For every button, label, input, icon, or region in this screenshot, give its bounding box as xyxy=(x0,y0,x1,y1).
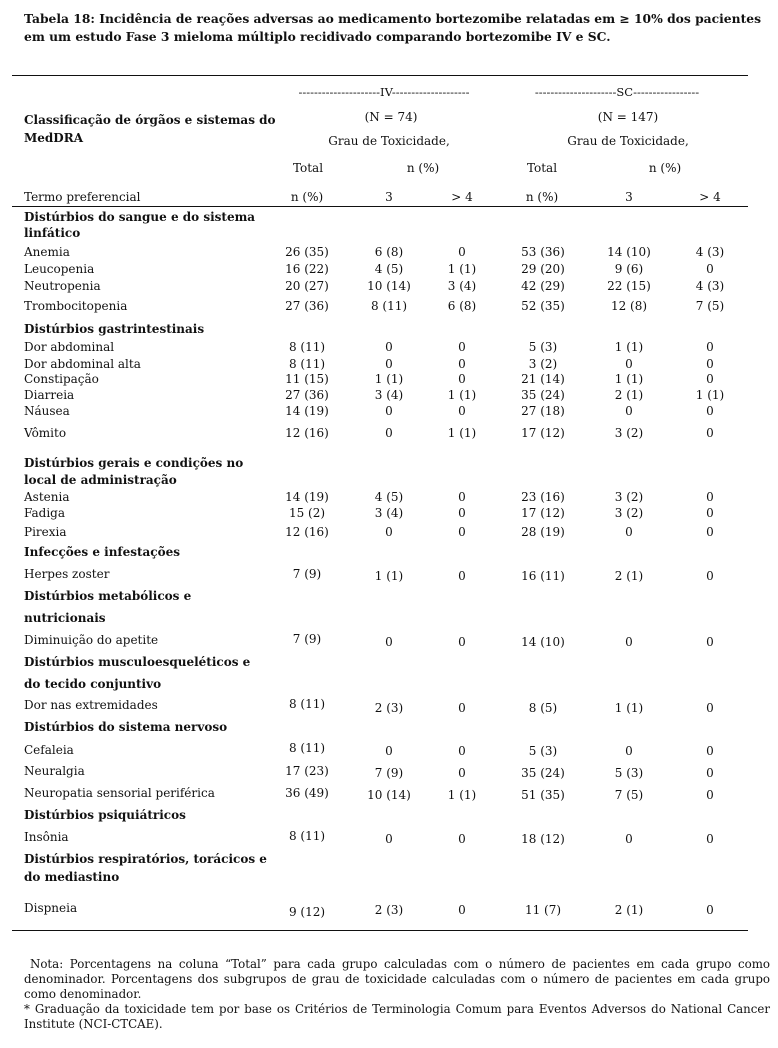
iv-total-cell: 27 (36) xyxy=(285,299,329,313)
sc-grade3-cell: 7 (5) xyxy=(614,788,644,802)
iv-grade4-cell: 1 (1) xyxy=(447,426,477,440)
sc-grade3-cell: 9 (6) xyxy=(614,262,644,276)
term-cell: Neutropenia xyxy=(24,279,101,293)
iv-grade3-cell: 8 (11) xyxy=(370,299,408,313)
sc-grade3-cell: 0 xyxy=(625,525,633,539)
sc-n: (N = 147) xyxy=(597,110,659,124)
sc-npct-header: n (%) xyxy=(648,161,682,175)
sc-grade4-cell: 0 xyxy=(706,262,714,276)
iv-grade3-cell: 2 (3) xyxy=(374,701,404,715)
iv-grade3-cell: 7 (9) xyxy=(374,766,404,780)
sc-group-header: ---------------------SC----------------- xyxy=(534,85,700,99)
sc-grade3-cell: 1 (1) xyxy=(614,701,644,715)
sc-grade3-cell: 1 (1) xyxy=(614,372,644,386)
iv-grade3-cell: 3 (4) xyxy=(374,388,404,402)
iv-total-cell: 11 (15) xyxy=(285,372,329,386)
sc-total-header: Total xyxy=(526,161,558,175)
sc-grade4-cell: 0 xyxy=(706,340,714,354)
category-heading: do tecido conjuntivo xyxy=(24,677,162,691)
term-cell: Anemia xyxy=(24,245,70,259)
term-cell: Diarreia xyxy=(24,388,75,402)
term-cell: Leucopenia xyxy=(24,262,95,276)
term-cell: Náusea xyxy=(24,404,70,418)
iv-grade3-cell: 1 (1) xyxy=(374,569,404,583)
iv-grade4-cell: 1 (1) xyxy=(447,388,477,402)
sc-grade4-cell: 0 xyxy=(706,701,714,715)
iv-total-cell: 20 (27) xyxy=(285,279,329,293)
term-cell: Cefaleia xyxy=(24,743,74,757)
sc-grade4-cell: 0 xyxy=(706,357,714,371)
sc-grade4-cell: 4 (3) xyxy=(695,279,725,293)
sc-grade3-cell: 2 (1) xyxy=(614,569,644,583)
iv-grade3-cell: 1 (1) xyxy=(374,372,404,386)
iv-grade3-cell: 10 (14) xyxy=(367,279,411,293)
iv-grade3-header: 3 xyxy=(385,190,393,204)
iv-total-cell: 7 (9) xyxy=(292,567,322,581)
iv-grade4-cell: 0 xyxy=(458,506,466,520)
iv-total-cell: 12 (16) xyxy=(285,525,329,539)
iv-total-header: Total xyxy=(292,161,324,175)
term-cell: Dispneia xyxy=(24,901,78,915)
iv-grade3-cell: 0 xyxy=(385,525,393,539)
iv-total-cell: 7 (9) xyxy=(292,632,322,646)
iv-grade4-header: > 4 xyxy=(451,190,473,204)
sc-grade3-cell: 5 (3) xyxy=(614,766,644,780)
iv-total-cell: 8 (11) xyxy=(288,741,326,755)
iv-grade4-cell: 1 (1) xyxy=(447,262,477,276)
category-heading: Distúrbios do sistema nervoso xyxy=(24,720,228,734)
sc-total-cell: 42 (29) xyxy=(521,279,565,293)
sc-grade4-cell: 1 (1) xyxy=(695,388,725,402)
sc-total-cell: 17 (12) xyxy=(521,426,565,440)
sc-grade3-cell: 0 xyxy=(625,635,633,649)
term-cell: Dor abdominal xyxy=(24,340,115,354)
term-cell: Pirexia xyxy=(24,525,67,539)
sc-grade4-cell: 4 (3) xyxy=(695,245,725,259)
term-cell: Constipação xyxy=(24,372,99,386)
sc-grade4-cell: 0 xyxy=(706,490,714,504)
sc-grade3-cell: 14 (10) xyxy=(607,245,651,259)
sc-grade4-cell: 0 xyxy=(706,525,714,539)
sc-grade3-header: 3 xyxy=(625,190,633,204)
sc-total-cell: 53 (36) xyxy=(521,245,565,259)
sc-grade3-cell: 0 xyxy=(625,404,633,418)
sc-total-cell: 51 (35) xyxy=(521,788,565,802)
sc-total-cell: 11 (7) xyxy=(524,903,562,917)
sc-total-cell: 52 (35) xyxy=(521,299,565,313)
sc-grade3-cell: 2 (1) xyxy=(614,903,644,917)
iv-grade4-cell: 0 xyxy=(458,766,466,780)
sc-grade4-cell: 0 xyxy=(706,569,714,583)
sc-grade4-cell: 0 xyxy=(706,426,714,440)
term-cell: Neuropatia sensorial periférica xyxy=(24,786,215,800)
iv-npct-header: n (%) xyxy=(406,161,440,175)
iv-grade3-cell: 10 (14) xyxy=(367,788,411,802)
sc-grade4-cell: 0 xyxy=(706,635,714,649)
sc-total-cell: 21 (14) xyxy=(521,372,565,386)
category-heading: Distúrbios gerais e condições no xyxy=(24,456,244,470)
iv-grade4-cell: 0 xyxy=(458,744,466,758)
iv-grade3-cell: 4 (5) xyxy=(374,262,404,276)
iv-total-cell: 14 (19) xyxy=(285,404,329,418)
sc-total-cell: 18 (12) xyxy=(521,832,565,846)
iv-n: (N = 74) xyxy=(364,110,418,124)
category-heading: do mediastino xyxy=(24,870,120,884)
classification-header: Classificação de órgãos e sistemas do xyxy=(24,113,276,127)
sc-total-cell: 28 (19) xyxy=(521,525,565,539)
sc-n-col-header: n (%) xyxy=(525,190,559,204)
iv-grade4-cell: 3 (4) xyxy=(447,279,477,293)
sc-grade3-cell: 1 (1) xyxy=(614,340,644,354)
bottom-rule xyxy=(12,930,748,931)
iv-grade4-cell: 0 xyxy=(458,404,466,418)
term-cell: Astenia xyxy=(24,490,70,504)
sc-grade3-cell: 3 (2) xyxy=(614,426,644,440)
iv-grade4-cell: 0 xyxy=(458,525,466,539)
iv-total-cell: 17 (23) xyxy=(285,764,329,778)
table-notes xyxy=(24,957,770,1032)
iv-total-cell: 8 (11) xyxy=(288,340,326,354)
table-caption: Tabela 18: Incidência de reações adversas ao medicamento bortezomibe relatadas em ≥ 10% dos pacientes em um estudo Fase 3 mieloma múltiplo recidivado comparando bortezomibe IV e SC. xyxy=(24,11,761,44)
iv-grade3-cell: 0 xyxy=(385,340,393,354)
note-text: Nota: Porcentagens na coluna “Total” para cada grupo calculadas com o número de pacientes em cada grupo como denominador. Porcentagens dos subgrupos de grau de toxicidade calculadas com o número de pacientes em cada grupo como denominador. xyxy=(24,957,770,1001)
iv-total-cell: 26 (35) xyxy=(285,245,329,259)
iv-total-cell: 8 (11) xyxy=(288,697,326,711)
category-heading: Distúrbios respiratórios, torácicos e xyxy=(24,852,267,866)
iv-grade3-cell: 0 xyxy=(385,635,393,649)
iv-grade3-cell: 6 (8) xyxy=(374,245,404,259)
iv-total-cell: 27 (36) xyxy=(285,388,329,402)
sc-total-cell: 35 (24) xyxy=(521,388,565,402)
sc-grade4-cell: 0 xyxy=(706,744,714,758)
iv-total-cell: 12 (16) xyxy=(285,426,329,440)
sc-grade4-cell: 0 xyxy=(706,832,714,846)
sc-grade3-cell: 0 xyxy=(625,744,633,758)
iv-total-cell: 14 (19) xyxy=(285,490,329,504)
category-heading: Distúrbios metabólicos e xyxy=(24,589,192,603)
iv-group-header: ---------------------IV-------------------- xyxy=(298,85,470,99)
sc-grade4-cell: 0 xyxy=(706,404,714,418)
iv-grade4-cell: 0 xyxy=(458,357,466,371)
category-heading: Infecções e infestações xyxy=(24,545,180,559)
sc-total-cell: 5 (3) xyxy=(528,340,558,354)
iv-grade4-cell: 0 xyxy=(458,903,466,917)
footnote-text: * Graduação da toxicidade tem por base os Critérios de Terminologia Comum para Eventos Adversos do National Cancer Institute (NCI-CTCAE). xyxy=(24,1002,770,1031)
iv-total-cell: 9 (12) xyxy=(288,905,326,919)
sc-grade4-cell: 0 xyxy=(706,506,714,520)
term-cell: Dor nas extremidades xyxy=(24,698,158,712)
term-cell: Herpes zoster xyxy=(24,567,110,581)
sc-total-cell: 23 (16) xyxy=(521,490,565,504)
category-heading: linfático xyxy=(24,226,81,240)
term-cell: Diminuição do apetite xyxy=(24,633,159,647)
iv-grade4-cell: 0 xyxy=(458,340,466,354)
category-heading: local de administração xyxy=(24,473,177,487)
iv-grade3-cell: 3 (4) xyxy=(374,506,404,520)
sc-total-cell: 8 (5) xyxy=(528,701,558,715)
sc-grade3-cell: 3 (2) xyxy=(614,490,644,504)
category-heading: Distúrbios gastrintestinais xyxy=(24,322,205,336)
sc-grade4-cell: 7 (5) xyxy=(695,299,725,313)
iv-grade4-cell: 0 xyxy=(458,635,466,649)
iv-grade3-cell: 0 xyxy=(385,832,393,846)
iv-grade3-cell: 0 xyxy=(385,357,393,371)
category-heading: Distúrbios psiquiátricos xyxy=(24,808,186,822)
iv-grade4-cell: 1 (1) xyxy=(447,788,477,802)
iv-grade3-cell: 2 (3) xyxy=(374,903,404,917)
classification-header-2: MedDRA xyxy=(24,131,83,145)
term-cell: Dor abdominal alta xyxy=(24,357,141,371)
category-heading: nutricionais xyxy=(24,611,106,625)
iv-total-cell: 8 (11) xyxy=(288,829,326,843)
iv-grade3-cell: 4 (5) xyxy=(374,490,404,504)
iv-grade-header: Grau de Toxicidade, xyxy=(328,134,450,148)
iv-grade4-cell: 0 xyxy=(458,569,466,583)
preferred-term-header: Termo preferencial xyxy=(24,190,141,204)
iv-grade4-cell: 0 xyxy=(458,701,466,715)
sc-total-cell: 29 (20) xyxy=(521,262,565,276)
sc-total-cell: 16 (11) xyxy=(521,569,565,583)
sc-grade3-cell: 2 (1) xyxy=(614,388,644,402)
iv-n-col-header: n (%) xyxy=(290,190,324,204)
iv-total-cell: 8 (11) xyxy=(288,357,326,371)
sc-grade4-cell: 0 xyxy=(706,372,714,386)
sc-total-cell: 5 (3) xyxy=(528,744,558,758)
sc-grade3-cell: 0 xyxy=(625,832,633,846)
sc-total-cell: 35 (24) xyxy=(521,766,565,780)
iv-grade4-cell: 0 xyxy=(458,832,466,846)
sc-total-cell: 14 (10) xyxy=(521,635,565,649)
iv-grade4-cell: 0 xyxy=(458,490,466,504)
sc-grade4-header: > 4 xyxy=(699,190,721,204)
term-cell: Fadiga xyxy=(24,506,66,520)
term-cell: Insônia xyxy=(24,830,69,844)
iv-total-cell: 15 (2) xyxy=(288,506,326,520)
category-heading: Distúrbios musculoesqueléticos e xyxy=(24,655,251,669)
sc-grade4-cell: 0 xyxy=(706,788,714,802)
sc-total-cell: 3 (2) xyxy=(528,357,558,371)
term-cell: Trombocitopenia xyxy=(24,299,128,313)
iv-total-cell: 36 (49) xyxy=(285,786,329,800)
iv-total-cell: 16 (22) xyxy=(285,262,329,276)
sc-grade4-cell: 0 xyxy=(706,766,714,780)
sc-total-cell: 27 (18) xyxy=(521,404,565,418)
category-heading: Distúrbios do sangue e do sistema xyxy=(24,210,256,224)
iv-grade3-cell: 0 xyxy=(385,744,393,758)
header-rule xyxy=(12,206,748,207)
iv-grade4-cell: 0 xyxy=(458,372,466,386)
term-cell: Vômito xyxy=(24,426,67,440)
sc-grade4-cell: 0 xyxy=(706,903,714,917)
sc-grade3-cell: 0 xyxy=(625,357,633,371)
sc-total-cell: 17 (12) xyxy=(521,506,565,520)
sc-grade3-cell: 3 (2) xyxy=(614,506,644,520)
iv-grade4-cell: 0 xyxy=(458,245,466,259)
sc-grade3-cell: 22 (15) xyxy=(607,279,651,293)
iv-grade3-cell: 0 xyxy=(385,404,393,418)
sc-grade3-cell: 12 (8) xyxy=(610,299,648,313)
iv-grade3-cell: 0 xyxy=(385,426,393,440)
iv-grade4-cell: 6 (8) xyxy=(447,299,477,313)
sc-grade-header: Grau de Toxicidade, xyxy=(567,134,689,148)
top-rule xyxy=(12,75,748,76)
term-cell: Neuralgia xyxy=(24,764,85,778)
